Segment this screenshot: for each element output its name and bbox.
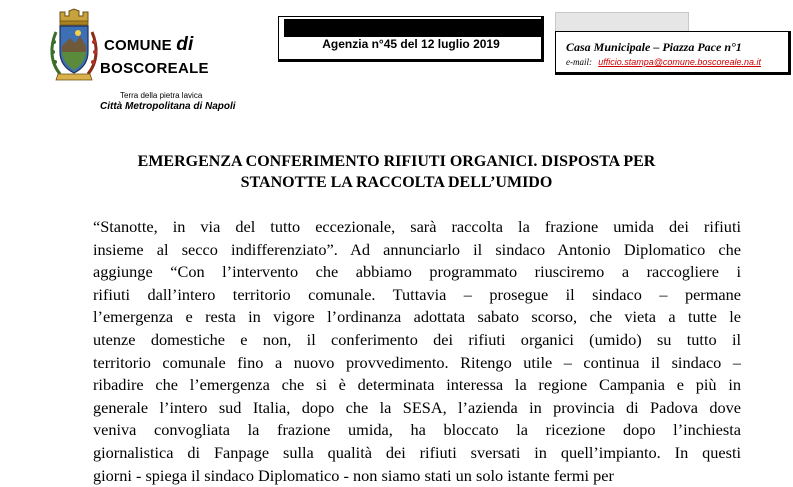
email-link[interactable]: ufficio.stampa@comune.boscoreale.na.it xyxy=(598,57,761,67)
tagline: Terra della pietra lavica xyxy=(120,91,203,100)
body-line: l’emergenza e resta in vigore l’ordinanza adottata sabato scorso, che vieta a tutte le xyxy=(93,307,741,327)
contact-address: Casa Municipale – Piazza Pace n°1 xyxy=(566,40,742,54)
body-line: giorni - spiega il sindaco Diplomatico - non siamo stati un solo istante fermi per xyxy=(93,465,614,485)
body-line: generale l’intero sud Italia, dopo che la SESA, l’azienda in provincia di Padova dove xyxy=(93,397,741,417)
article-body xyxy=(93,216,741,487)
comune-heading xyxy=(104,34,194,56)
email-row xyxy=(566,57,761,67)
comune-prefix: COMUNE xyxy=(104,37,172,54)
body-line: giornalistica di Fanpage sulla qualità dei rifiuti sversati in quell’impianto. In questi xyxy=(93,442,741,462)
comune-name: BOSCOREALE xyxy=(100,60,209,77)
body-line: veniva convogliata la frazione umida, ha bloccato la ricezione dopo l’inchiesta xyxy=(93,420,741,440)
metro-city-label: Città Metropolitana di Napoli xyxy=(100,101,236,112)
body-line: territorio comunale fino a nuovo provvedimento. Ritengo utile – continua il sindaco – xyxy=(93,352,741,372)
body-line: aggiunge “Con l’intervento che abbiamo programmato riusciremo a raccogliere i xyxy=(93,262,741,282)
body-line: insieme al secco indifferenziato”. Ad annunciarlo il sindaco Antonio Diplomatico che xyxy=(93,239,741,259)
article-title-line-1: EMERGENZA CONFERIMENTO RIFIUTI ORGANICI. DISPOSTA PER xyxy=(137,153,656,170)
body-line: ribadire che l’emergenza che si è determinata interessa la regione Campania e più in xyxy=(93,375,741,395)
contact-header-shade xyxy=(555,12,689,32)
article-title xyxy=(40,151,753,193)
agency-header-bar xyxy=(284,19,542,37)
email-label: e-mail: xyxy=(566,57,592,67)
body-line: utenze domestiche e non, il conferimento dei rifiuti organici (umido) su tutto il xyxy=(93,329,741,349)
article-title-line-2: STANOTTE LA RACCOLTA DELL’UMIDO xyxy=(240,174,553,191)
agency-number: Agenzia n°45 del 12 luglio 2019 xyxy=(322,37,500,51)
municipal-crest-logo xyxy=(48,8,100,84)
body-line: rifiuti dall’intero territorio comunale. Tuttavia – prosegue il sindaco – permane xyxy=(93,284,741,304)
comune-di: di xyxy=(176,34,194,55)
body-line: “Stanotte, in via del tutto eccezionale, sarà raccolta la frazione umida dei rifiuti xyxy=(93,217,741,236)
